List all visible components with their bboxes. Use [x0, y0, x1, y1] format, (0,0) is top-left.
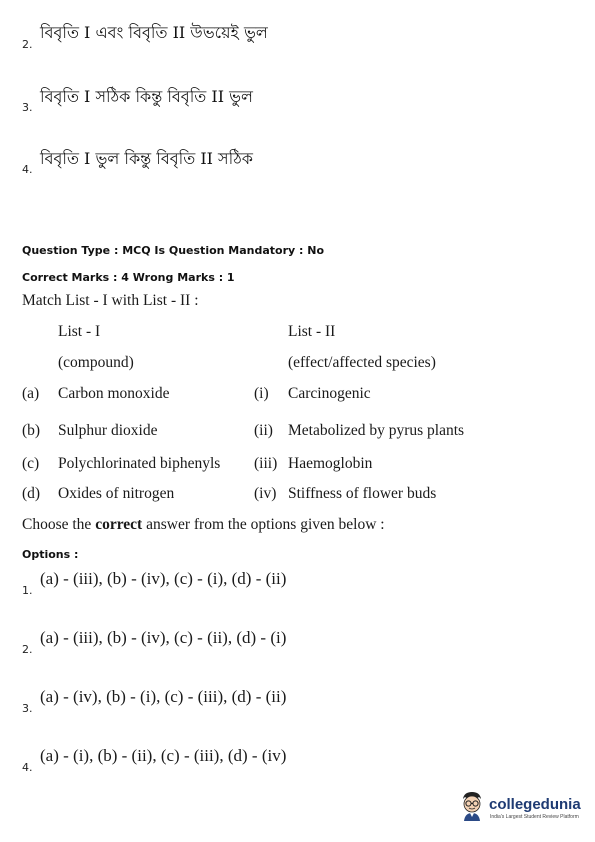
row-iii-effect: Haemoglobin: [288, 455, 373, 472]
row-ii-effect: Metabolized by pyrus plants: [288, 422, 465, 439]
student-mascot-icon: [459, 790, 485, 822]
prev-option-3-text: বিবৃতি I সঠিক কিন্তু বিবৃতি II ভুল: [40, 87, 253, 106]
instruction-bold: correct: [95, 516, 143, 533]
row-i-label: (i): [254, 385, 269, 402]
prev-option-4-number: 4.: [22, 163, 33, 176]
logo-tagline: India's Largest Student Review Platform: [490, 814, 579, 820]
row-a-compound: Carbon monoxide: [58, 385, 170, 402]
question-prompt: Match List - I with List - II :: [22, 292, 199, 309]
prev-option-2-text: বিবৃতি I এবং বিবৃতি II উভয়েই ভুল: [40, 23, 268, 42]
options-label: Options :: [22, 548, 79, 561]
option-4-text: (a) - (i), (b) - (ii), (c) - (iii), (d) - (iv): [40, 746, 287, 765]
instruction-pre: Choose the: [22, 516, 96, 533]
list1-header: List - I: [58, 323, 101, 340]
row-c-compound: Polychlorinated biphenyls: [58, 455, 221, 472]
question-type-line: Question Type : MCQ Is Question Mandatory : No: [22, 244, 325, 257]
option-3-number: 3.: [22, 702, 33, 715]
row-ii-label: (ii): [254, 422, 273, 439]
logo-name: collegedunia: [489, 796, 581, 813]
marks-line: Correct Marks : 4 Wrong Marks : 1: [22, 271, 235, 284]
row-iv-label: (iv): [254, 485, 277, 502]
row-iii-label: (iii): [254, 455, 278, 472]
row-i-effect: Carcinogenic: [288, 385, 371, 402]
option-2-number: 2.: [22, 643, 33, 656]
prev-option-3-number: 3.: [22, 101, 33, 114]
row-d-compound: Oxides of nitrogen: [58, 485, 175, 502]
prev-option-4-text: বিবৃতি I ভুল কিন্তু বিবৃতি II সঠিক: [40, 149, 253, 168]
prev-option-2-number: 2.: [22, 38, 33, 51]
option-2-text: (a) - (iii), (b) - (iv), (c) - (ii), (d) - (i): [40, 628, 287, 647]
list1-subheader: (compound): [58, 354, 134, 371]
list2-subheader: (effect/affected species): [288, 354, 436, 371]
option-4-number: 4.: [22, 761, 33, 774]
instruction-post: answer from the options given below :: [142, 516, 385, 533]
option-1-text: (a) - (iii), (b) - (iv), (c) - (i), (d) - (ii): [40, 569, 287, 588]
row-iv-effect: Stiffness of flower buds: [288, 485, 437, 502]
row-c-label: (c): [22, 455, 40, 472]
option-3-text: (a) - (iv), (b) - (i), (c) - (iii), (d) - (ii): [40, 687, 287, 706]
row-a-label: (a): [22, 385, 40, 402]
row-d-label: (d): [22, 485, 41, 502]
instruction: [22, 516, 385, 534]
option-1-number: 1.: [22, 584, 33, 597]
list2-header: List - II: [288, 323, 336, 340]
row-b-label: (b): [22, 422, 41, 439]
row-b-compound: Sulphur dioxide: [58, 422, 158, 439]
